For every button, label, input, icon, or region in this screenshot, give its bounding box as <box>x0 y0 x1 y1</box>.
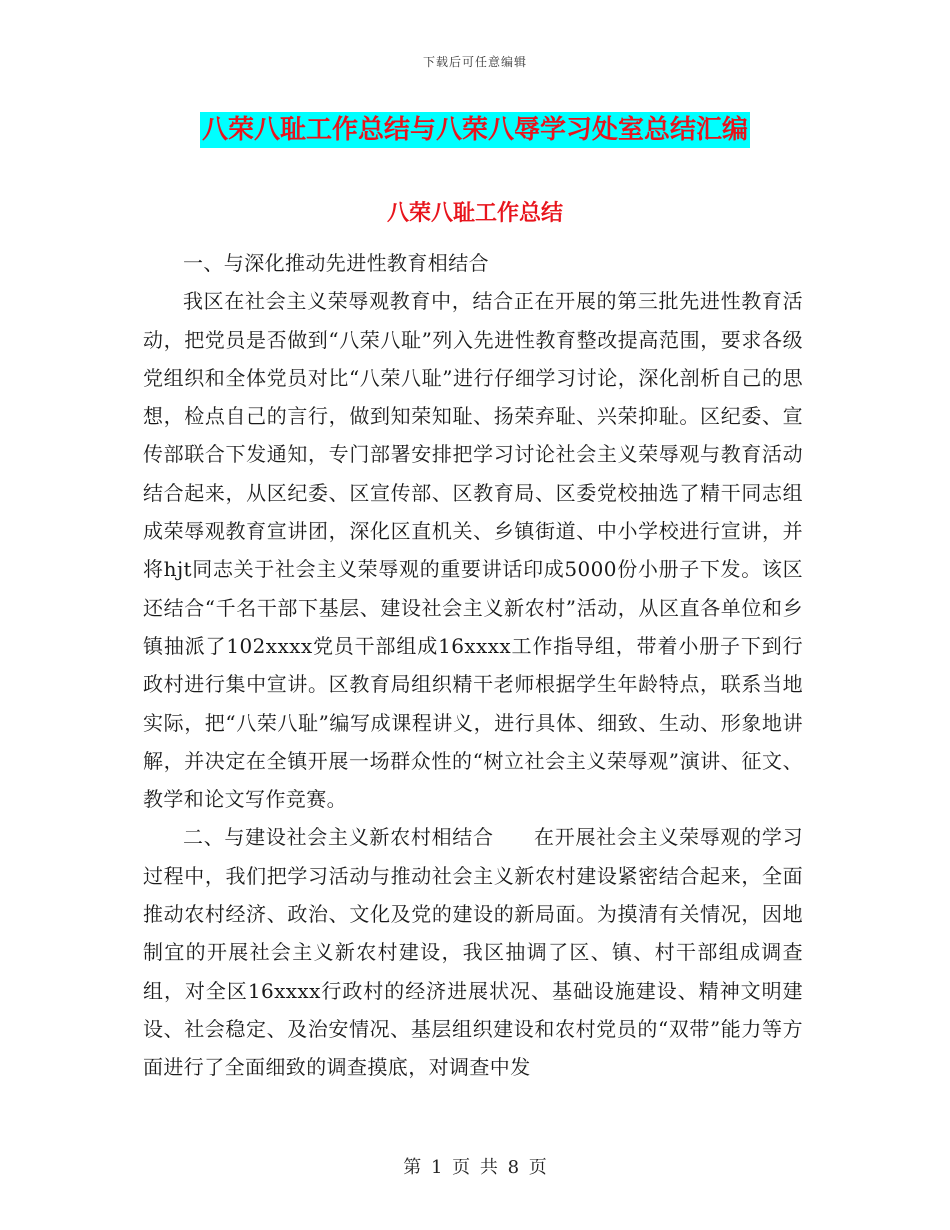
page-number: 第 1 页 共 8 页 <box>403 1157 547 1178</box>
header-note: 下载后可任意编辑 <box>422 55 527 69</box>
main-title-container <box>0 112 950 148</box>
paragraph-2: 在开展社会主义荣辱观的学习过程中，我们把学习活动与推动社会主义新农村建设紧密结合起来，全面推动农村经济、政治、文化及党的建设的新局面。为摸清有关情况，因地制宜的开展社会主义新农村建设，我区抽调了区、镇、村干部组成调查组，对全区16xxxx行政村的经济进展状况、基础设施建设、精神文明建设、社会稳定、及治安情况、基层组织建设和农村党员的“双带”能力等方面进行了全面细致的调查摸底，对调查中发 <box>143 825 804 1080</box>
section2-paragraph <box>143 818 803 1086</box>
main-title: 八荣八耻工作总结与八荣八辱学习处室总结汇编 <box>200 112 750 148</box>
sub-title: 八荣八耻工作总结 <box>386 201 563 226</box>
document-body <box>143 244 803 1087</box>
paragraph-1: 我区在社会主义荣辱观教育中，结合正在开展的第三批先进性教育活动，把党员是否做到“八荣八耻”列入先进性教育整改提高范围，要求各级党组织和全体党员对比“八荣八耻”进行仔细学习讨论，深化剖析自己的思想，检点自己的言行，做到知荣知耻、扬荣弃耻、兴荣抑耻。区纪委、宣传部联合下发通知，专门部署安排把学习讨论社会主义荣辱观与教育活动结合起来，从区纪委、区宣传部、区教育局、区委党校抽选了精干同志组成荣辱观教育宣讲团，深化区直机关、乡镇街道、中小学校进行宣讲，并将hjt同志关于社会主义荣辱观的重要讲话印成5000份小册子下发。该区还结合“千名干部下基层、建设社会主义新农村”活动，从区直各单位和乡镇抽派了102xxxx党员干部组成16xxxx工作指导组，带着小册子下到行政村进行集中宣讲。区教育局组织精干老师根据学生年龄特点，联系当地实际，把“八荣八耻”编写成课程讲义，进行具体、细致、生动、形象地讲解，并决定在全镇开展一场群众性的“树立社会主义荣辱观”演讲、征文、教学和论文写作竞赛。 <box>143 289 803 812</box>
section1-heading: 一、与深化推动先进性教育相结合 <box>183 251 489 275</box>
section2-heading: 二、与建设社会主义新农村相结合 <box>183 825 494 850</box>
